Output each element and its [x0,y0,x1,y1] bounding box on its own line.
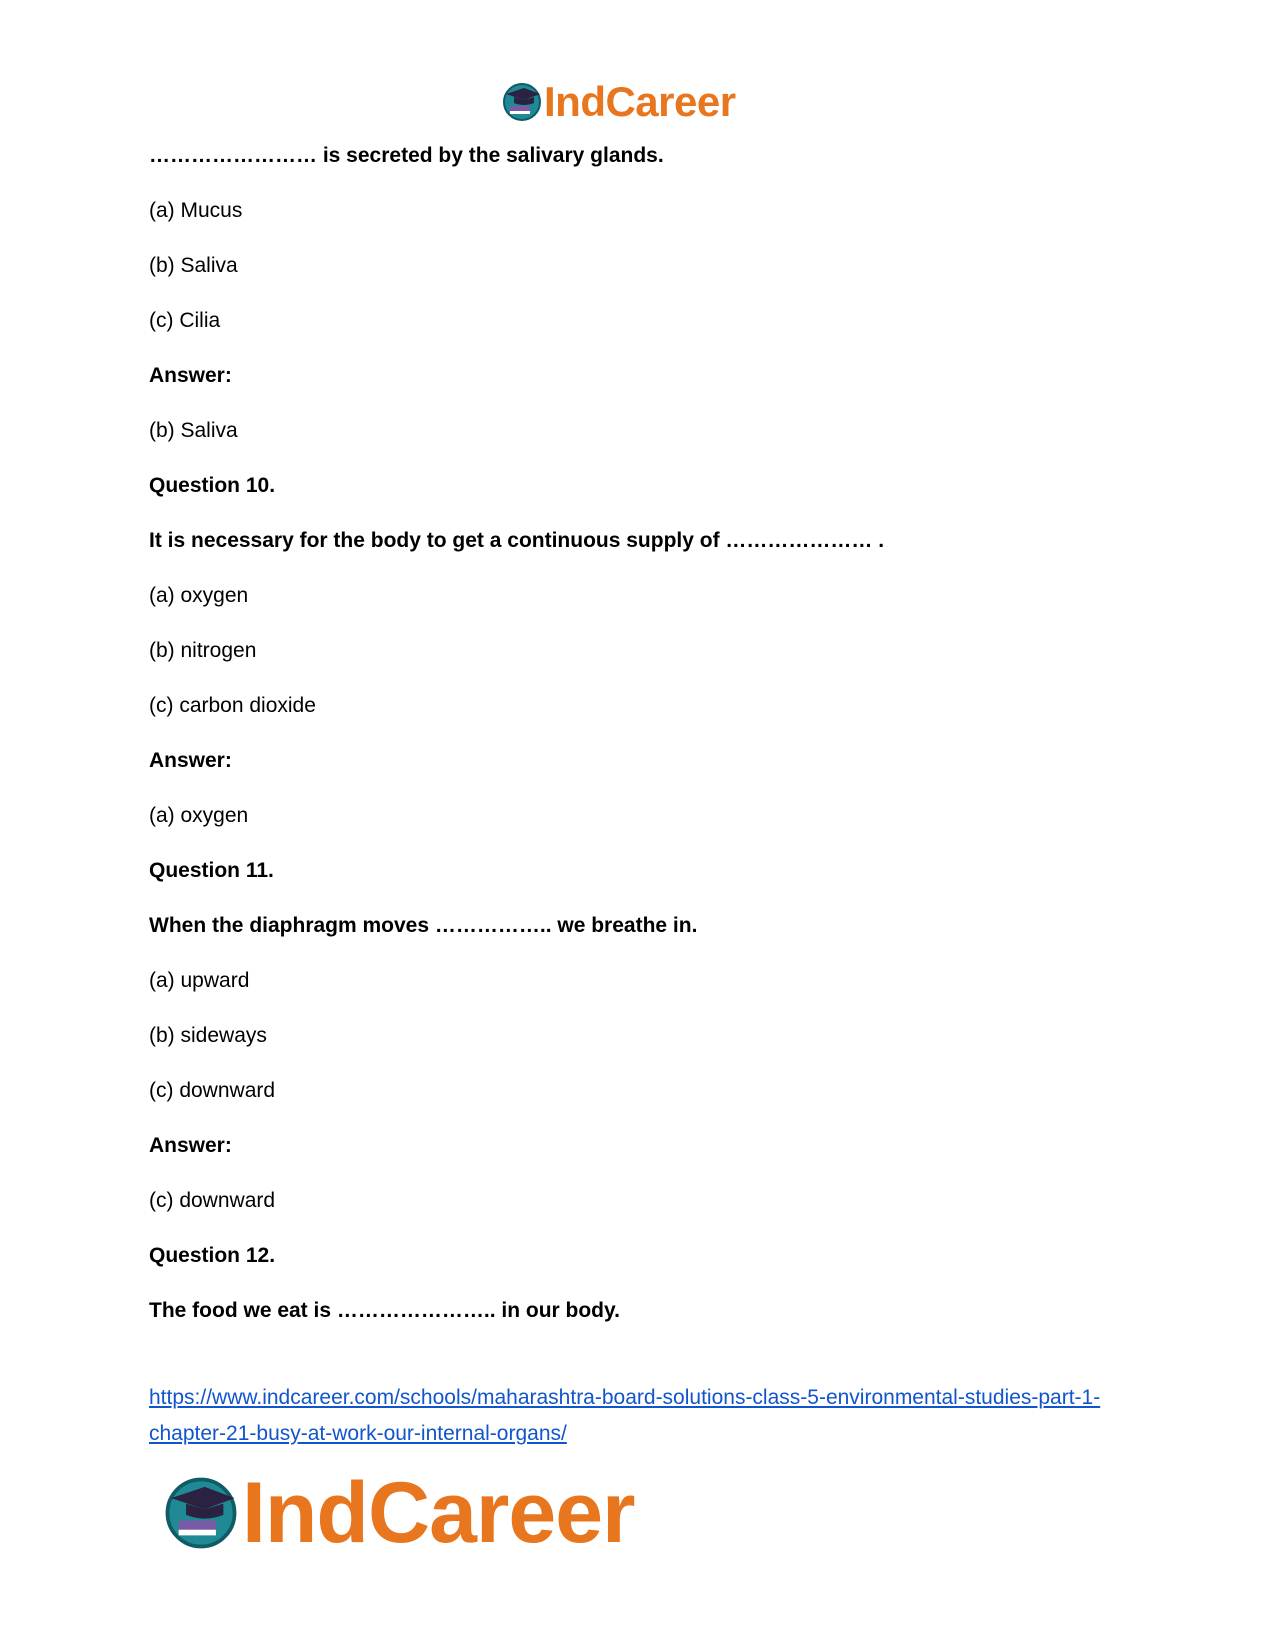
source-link[interactable]: https://www.indcareer.com/schools/maharashtra-board-solutions-class-5-environmental-studies-part-1-chapter-21-busy-at-work-our-internal-organs/ [149,1386,1101,1445]
question-text: It is necessary for the body to get a continuous supply of ………………… . [149,529,885,552]
option-line: (a) Mucus [149,199,243,222]
option-line: (c) downward [149,1189,276,1212]
logo-wordmark: IndCareer [242,1465,635,1561]
graduation-cap-globe-icon [160,1472,242,1554]
question-number: Question 12. [149,1244,276,1267]
option-line: (b) sideways [149,1024,267,1047]
question-text: When the diaphragm moves …………….. we breathe in. [149,914,698,937]
question-text: …………………… is secreted by the salivary glands. [149,144,664,167]
option-line: (b) Saliva [149,254,238,277]
option-line: (b) Saliva [149,419,238,442]
footer-logo [160,1465,635,1561]
document-body [149,143,1129,1353]
option-line: (c) downward [149,1079,276,1102]
question-number: Question 10. [149,474,276,497]
source-link-block [149,1380,1139,1452]
question-number: Question 11. [149,859,274,882]
option-line: (c) carbon dioxide [149,694,316,717]
option-line: (a) upward [149,969,250,992]
answer-label: Answer: [149,749,232,772]
option-line: (a) oxygen [149,804,249,827]
option-line: (a) oxygen [149,584,249,607]
graduation-cap-globe-icon [500,80,544,124]
answer-label: Answer: [149,364,232,387]
header-logo [500,78,736,126]
option-line: (c) Cilia [149,309,221,332]
question-text: The food we eat is ………………….. in our body. [149,1299,620,1322]
option-line: (b) nitrogen [149,639,257,662]
answer-label: Answer: [149,1134,232,1157]
logo-wordmark: IndCareer [544,78,736,125]
